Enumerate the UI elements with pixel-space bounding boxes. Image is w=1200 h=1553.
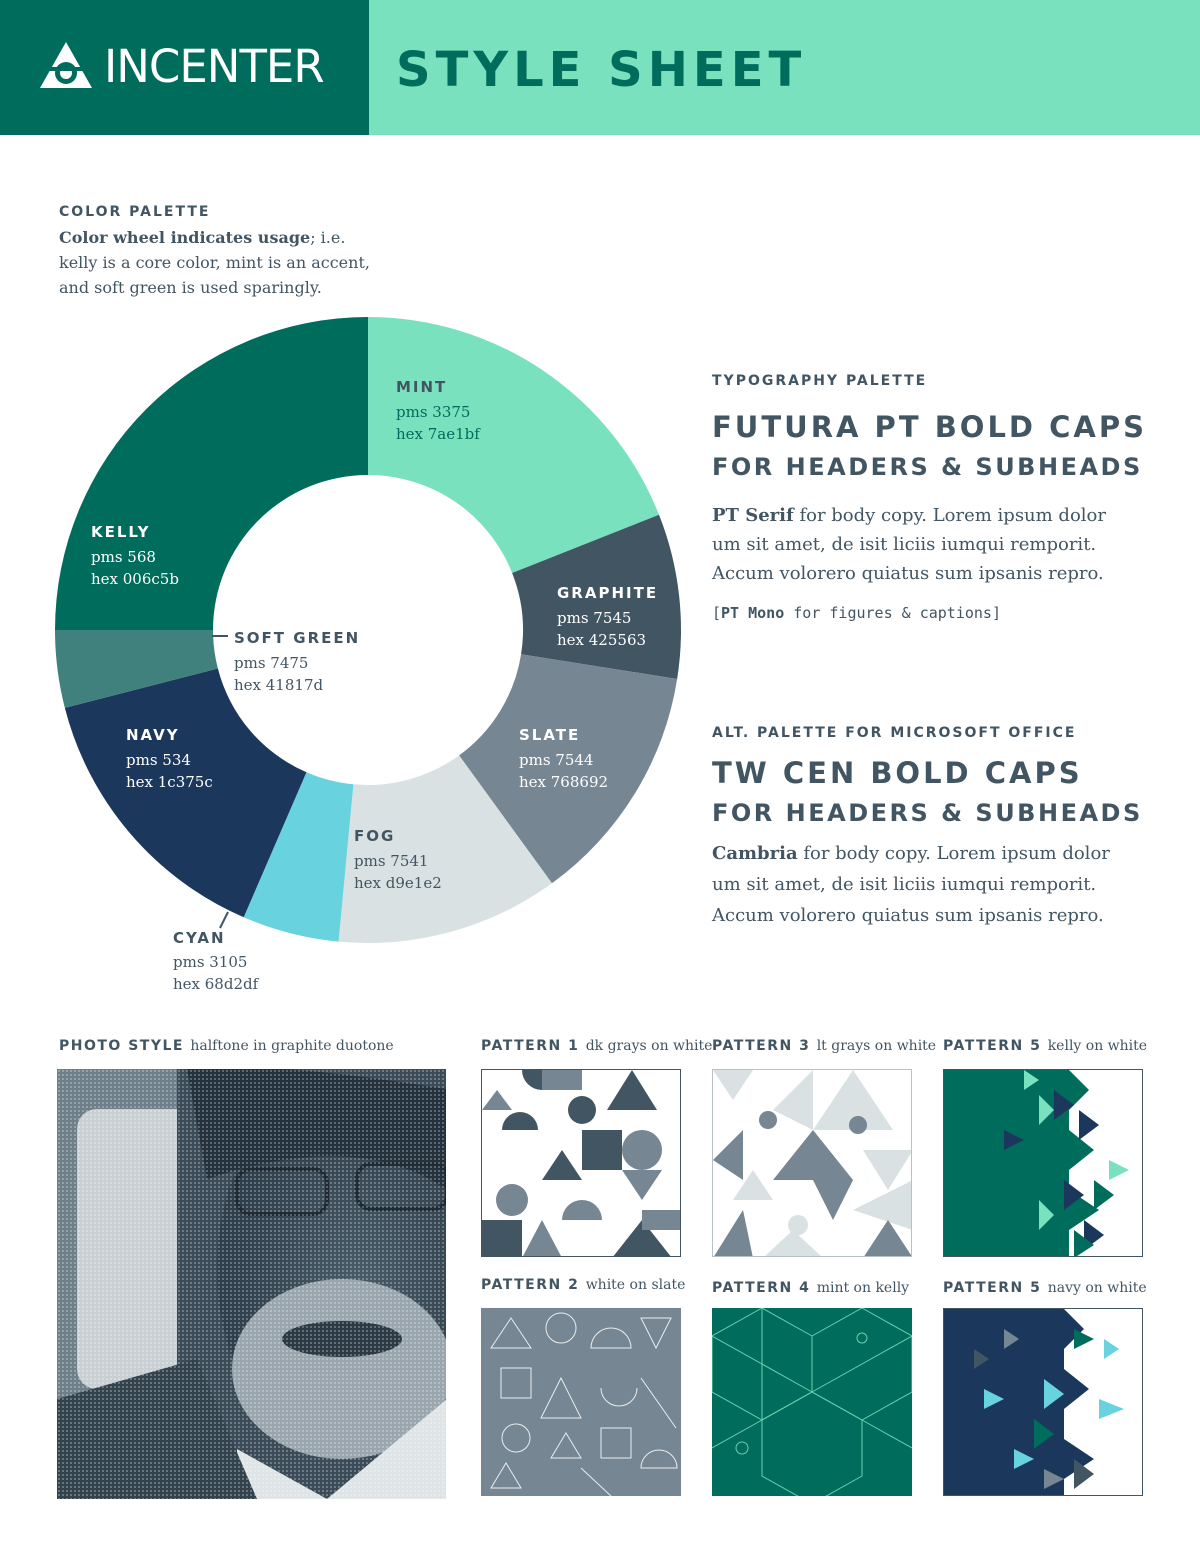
segment-label-slate: SLATE pms 7544 hex 768692 <box>519 726 609 791</box>
alt-palette-heading: ALT. PALETTE FOR MICROSOFT OFFICE <box>712 725 1077 741</box>
segment-label-navy: NAVY pms 534 hex 1c375c <box>126 726 213 791</box>
incenter-logo-icon <box>38 40 94 90</box>
color-palette-heading: COLOR PALETTE <box>59 204 211 220</box>
segment-label-fog: FOG pms 7541 hex d9e1e2 <box>354 827 442 892</box>
photo-style-label: PHOTO STYLE halftone in graphite duotone <box>59 1038 394 1054</box>
pattern-4-tile <box>712 1308 912 1496</box>
alt-palette-font1-sub: FOR HEADERS & SUBHEADS <box>712 799 1143 827</box>
page-title: STYLE SHEET <box>396 42 807 98</box>
typography-font1: FUTURA PT BOLD CAPS <box>712 410 1147 444</box>
halftone-portrait-photo <box>57 1069 446 1499</box>
typography-heading: TYPOGRAPHY PALETTE <box>712 373 928 389</box>
pattern-5-navy-tile <box>943 1308 1143 1496</box>
typography-body-sample: PT Serif for body copy. Lorem ipsum dolor um sit amet, de isit liciis iumqui remporit. Accum volorero quiatus sum ipsanis repro. <box>712 505 1106 584</box>
segment-label-cyan: CYAN pms 3105 hex 68d2df <box>173 929 259 993</box>
alt-palette-body-sample: Cambria for body copy. Lorem ipsum dolor um sit amet, de isit liciis iumqui remporit. Accum volorero quiatus sum ipsanis repro. <box>712 843 1110 926</box>
typography-mono-sample: [PT Mono for figures & captions] <box>712 604 1001 622</box>
brand-name: INCENTER <box>104 40 324 93</box>
color-palette-description: Color wheel indicates usage; i.e. kelly is a core color, mint is an accent, and soft green is used sparingly. <box>59 228 370 297</box>
pattern-1-tile <box>481 1069 681 1257</box>
leader-line-cyan <box>220 912 228 928</box>
segment-label-kelly: KELLY pms 568 hex 006c5b <box>91 523 179 588</box>
pattern-4-label: PATTERN 4 mint on kelly <box>712 1280 910 1296</box>
pattern-5-kelly-label: PATTERN 5 kelly on white <box>943 1038 1148 1054</box>
pattern-2-label: PATTERN 2 white on slate <box>481 1277 686 1293</box>
pattern-3-label: PATTERN 3 lt grays on white <box>712 1038 937 1054</box>
typography-font1-sub: FOR HEADERS & SUBHEADS <box>712 453 1143 481</box>
segment-label-soft-green: SOFT GREEN pms 7475 hex 41817d <box>234 629 361 694</box>
segment-label-graphite: GRAPHITE pms 7545 hex 425563 <box>557 584 659 649</box>
pattern-3-tile <box>712 1069 912 1257</box>
pattern-1-label: PATTERN 1 dk grays on white <box>481 1038 713 1054</box>
pattern-5-kelly-tile <box>943 1069 1143 1257</box>
segment-label-mint: MINT pms 3375 hex 7ae1bf <box>396 378 480 443</box>
pattern-2-tile <box>481 1308 681 1496</box>
color-palette-lead: Color wheel indicates usage <box>59 228 311 247</box>
alt-palette-font1: TW CEN BOLD CAPS <box>712 756 1083 790</box>
pattern-5-navy-label: PATTERN 5 navy on white <box>943 1280 1147 1296</box>
